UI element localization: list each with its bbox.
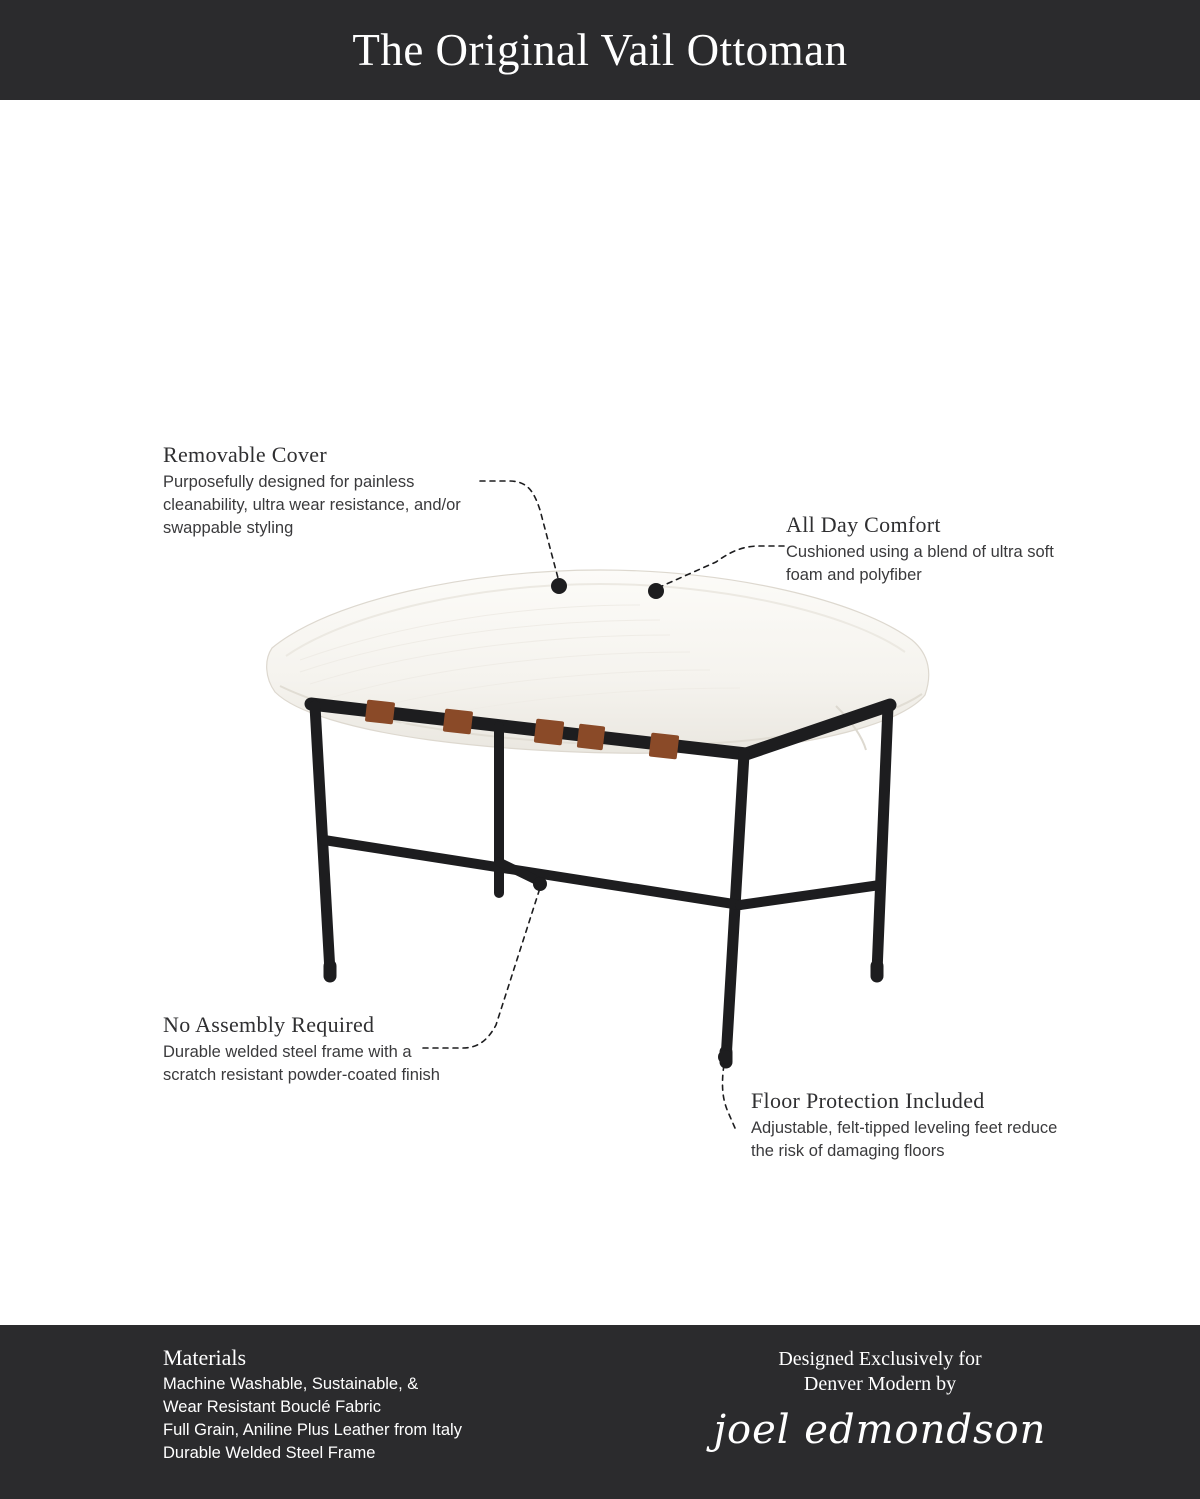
- designer-credit-block: [710, 1347, 1050, 1453]
- designed-for-line-1: Designed Exclusively for: [778, 1348, 982, 1370]
- steel-frame-group: [311, 704, 890, 1062]
- product-diagram: [0, 100, 1200, 1325]
- page-footer: [0, 1325, 1200, 1499]
- materials-line: Wear Resistant Bouclé Fabric: [163, 1398, 381, 1416]
- anchor-dot-floor-protection: [718, 1050, 732, 1064]
- callout-all-day-comfort: [786, 512, 1061, 587]
- materials-line: Durable Welded Steel Frame: [163, 1444, 376, 1462]
- frame-lower-stretcher-right: [740, 885, 880, 905]
- callout-body: Cushioned using a blend of ultra soft foam and polyfiber: [786, 543, 1054, 584]
- page-title: The Original Vail Ottoman: [352, 25, 848, 75]
- leather-strap: [443, 708, 473, 734]
- leather-strap: [534, 718, 565, 745]
- callout-title: All Day Comfort: [786, 512, 941, 537]
- anchor-dot-removable-cover: [551, 578, 567, 594]
- anchor-dot-all-day-comfort: [648, 583, 664, 599]
- materials-line: Full Grain, Aniline Plus Leather from Italy: [163, 1421, 462, 1439]
- leather-strap: [577, 724, 606, 751]
- anchor-dot-no-assembly: [533, 877, 547, 891]
- callout-title: Removable Cover: [163, 442, 327, 467]
- callout-body: Adjustable, felt-tipped leveling feet reduce the risk of damaging floors: [751, 1119, 1058, 1160]
- leader-line-floor-protection: [723, 1058, 735, 1128]
- callout-title: Floor Protection Included: [751, 1088, 985, 1113]
- page-header: [0, 0, 1200, 100]
- callout-floor-protection-included: [751, 1088, 1061, 1163]
- frame-right-rear-leg: [877, 706, 888, 972]
- materials-title: Materials: [163, 1345, 247, 1370]
- leather-strap: [365, 699, 395, 724]
- callout-no-assembly-required: [163, 1012, 463, 1087]
- designer-signature: joel edmondson: [713, 1407, 1047, 1453]
- callout-body: Purposefully designed for painless cleanability, ultra wear resistance, and/or swappable styling: [163, 473, 461, 537]
- callout-removable-cover: [163, 442, 493, 540]
- leather-strap: [649, 732, 680, 759]
- callout-title: No Assembly Required: [163, 1012, 375, 1037]
- callout-body: Durable welded steel frame with a scratch resistant powder-coated finish: [163, 1043, 440, 1084]
- frame-lower-stretcher-left: [324, 840, 740, 905]
- materials-line: Machine Washable, Sustainable, &: [163, 1375, 419, 1393]
- materials-block: [163, 1345, 462, 1465]
- designed-for-line-2: Denver Modern by: [803, 1373, 957, 1395]
